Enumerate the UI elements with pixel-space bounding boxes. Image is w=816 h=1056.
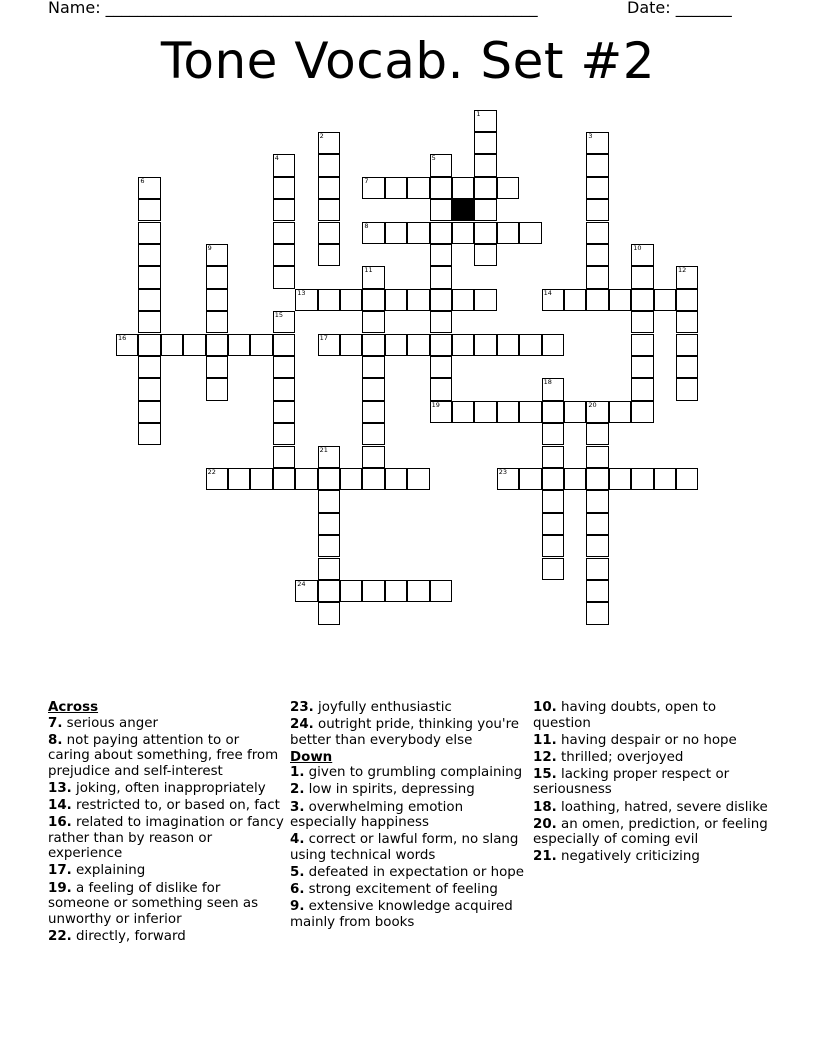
clue-item — [48, 781, 284, 797]
grid-cell[interactable] — [430, 154, 452, 176]
clue-text: defeated in expectation or hope — [308, 864, 525, 880]
grid-cell[interactable] — [542, 468, 564, 490]
grid-cell[interactable] — [250, 334, 272, 356]
grid-cell[interactable] — [362, 423, 384, 445]
grid-cell[interactable] — [407, 468, 429, 490]
grid-cell[interactable] — [676, 468, 698, 490]
clue-number-label: 2. — [290, 782, 305, 798]
grid-cell[interactable] — [362, 334, 384, 356]
grid-cell[interactable] — [340, 334, 362, 356]
grid-cell[interactable] — [138, 334, 160, 356]
grid-cell[interactable] — [586, 468, 608, 490]
grid-cell[interactable] — [609, 289, 631, 311]
clue-text: related to imagination or fancy rather than by reason or experience — [48, 815, 284, 862]
grid-cell[interactable] — [318, 468, 340, 490]
grid-cell[interactable] — [474, 289, 496, 311]
clue-number-label: 8. — [48, 732, 63, 748]
grid-cell[interactable] — [407, 177, 429, 199]
grid-cell[interactable] — [631, 356, 653, 378]
grid-cell[interactable] — [586, 222, 608, 244]
grid-cell[interactable] — [206, 468, 228, 490]
clue-number-label: 12. — [533, 749, 557, 765]
grid-cell[interactable] — [385, 177, 407, 199]
grid-cell[interactable] — [206, 289, 228, 311]
grid-cell[interactable] — [474, 132, 496, 154]
grid-cell[interactable] — [474, 199, 496, 221]
grid-cell[interactable] — [586, 199, 608, 221]
clue-number-label: 5. — [290, 864, 305, 880]
grid-cell[interactable] — [407, 580, 429, 602]
grid-cell[interactable] — [497, 177, 519, 199]
grid-cell[interactable] — [273, 334, 295, 356]
grid-cell[interactable] — [206, 311, 228, 333]
grid-cell[interactable] — [362, 378, 384, 400]
grid-cell[interactable] — [631, 289, 653, 311]
grid-cell[interactable] — [631, 334, 653, 356]
clue-text: lacking proper respect or seriousness — [533, 766, 730, 798]
clue-item — [533, 817, 769, 848]
grid-cell[interactable] — [676, 266, 698, 288]
grid-cell[interactable] — [542, 535, 564, 557]
clue-text: loathing, hatred, severe dislike — [561, 799, 768, 815]
clue-text: joking, often inappropriately — [76, 780, 266, 796]
clue-number: 4 — [274, 154, 279, 163]
clue-number-label: 3. — [290, 799, 305, 815]
grid-cell[interactable] — [273, 423, 295, 445]
clue-number-label: 14. — [48, 798, 72, 814]
clue-number: 16 — [118, 333, 127, 342]
grid-cell[interactable] — [586, 289, 608, 311]
grid-cell[interactable] — [586, 602, 608, 624]
grid-cell[interactable] — [138, 311, 160, 333]
clue-text: overwhelming emotion especially happiness — [290, 799, 464, 831]
grid-cell[interactable] — [318, 177, 340, 199]
clue-number-label: 16. — [48, 815, 72, 831]
grid-cell[interactable] — [138, 177, 160, 199]
clue-item — [48, 798, 284, 814]
grid-cell[interactable] — [362, 311, 384, 333]
clue-item — [48, 881, 284, 928]
grid-cell[interactable] — [676, 378, 698, 400]
grid-cell[interactable] — [318, 154, 340, 176]
grid-cell[interactable] — [430, 378, 452, 400]
grid-cell[interactable] — [497, 401, 519, 423]
clue-number: 3 — [588, 131, 593, 140]
grid-cell[interactable] — [318, 602, 340, 624]
clue-number: 23 — [498, 467, 508, 476]
clue-item — [533, 800, 769, 816]
date-field-label: Date: _______ — [627, 0, 732, 17]
clue-number-label: 11. — [533, 732, 557, 748]
grid-cell[interactable] — [318, 334, 340, 356]
grid-cell[interactable] — [295, 580, 317, 602]
clue-number: 21 — [319, 445, 328, 454]
clue-number-label: 4. — [290, 832, 305, 848]
page-title: Tone Vocab. Set #2 — [160, 32, 656, 90]
grid-cell[interactable] — [631, 244, 653, 266]
grid-cell[interactable] — [228, 334, 250, 356]
down-heading: Down — [290, 749, 333, 765]
grid-cell[interactable] — [497, 334, 519, 356]
clue-item — [290, 700, 526, 716]
grid-cell[interactable] — [586, 154, 608, 176]
grid-cell[interactable] — [273, 244, 295, 266]
clue-number: 22 — [207, 467, 216, 476]
clue-number: 19 — [431, 400, 440, 409]
grid-cell[interactable] — [631, 401, 653, 423]
grid-cell[interactable] — [631, 378, 653, 400]
clue-number-label: 22. — [48, 928, 72, 944]
clue-number-label: 23. — [290, 700, 314, 715]
clue-number-label: 1. — [290, 765, 305, 781]
clue-number-label: 6. — [290, 882, 305, 898]
grid-cell[interactable] — [452, 401, 474, 423]
grid-cell[interactable] — [430, 244, 452, 266]
grid-cell[interactable] — [542, 446, 564, 468]
grid-cell[interactable] — [273, 378, 295, 400]
clue-item — [533, 849, 769, 865]
grid-cell[interactable] — [586, 580, 608, 602]
clue-item — [290, 882, 526, 898]
grid-cell[interactable] — [318, 132, 340, 154]
grid-cell[interactable] — [273, 266, 295, 288]
clue-text: negatively criticizing — [561, 849, 700, 865]
clue-number: 10 — [633, 243, 642, 252]
grid-cell[interactable] — [273, 222, 295, 244]
clue-text: low in spirits, depressing — [308, 782, 475, 798]
grid-cell[interactable] — [206, 244, 228, 266]
clue-text: joyfully enthusiastic — [318, 700, 452, 715]
grid-cell[interactable] — [609, 468, 631, 490]
grid-cell[interactable] — [430, 334, 452, 356]
grid-cell[interactable] — [542, 378, 564, 400]
clue-text: correct or lawful form, no slang using technical words — [290, 832, 519, 863]
clue-number-label: 7. — [48, 715, 63, 731]
grid-cell[interactable] — [318, 513, 340, 535]
grid-cell[interactable] — [519, 334, 541, 356]
grid-cell[interactable] — [407, 222, 429, 244]
grid-cell[interactable] — [586, 177, 608, 199]
grid-cell[interactable] — [407, 334, 429, 356]
clue-number-label: 10. — [533, 700, 557, 715]
clue-item — [48, 863, 284, 879]
clue-number: 11 — [364, 266, 373, 275]
clue-item — [290, 832, 526, 863]
clue-text: not paying attention to or caring about something, free from prejudice and self-interest — [48, 732, 279, 779]
grid-cell[interactable] — [519, 222, 541, 244]
grid-cell[interactable] — [452, 289, 474, 311]
grid-cell[interactable] — [385, 222, 407, 244]
grid-cell[interactable] — [318, 446, 340, 468]
clue-text: strong excitement of feeling — [308, 882, 498, 898]
grid-cell[interactable] — [474, 222, 496, 244]
grid-cell[interactable] — [430, 177, 452, 199]
grid-cell[interactable] — [542, 289, 564, 311]
grid-cell[interactable] — [586, 490, 608, 512]
clue-text: extensive knowledge acquired mainly from books — [290, 899, 513, 930]
grid-cell[interactable] — [138, 356, 160, 378]
grid-cell[interactable] — [586, 401, 608, 423]
grid-cell[interactable] — [542, 401, 564, 423]
grid-cell[interactable] — [138, 401, 160, 423]
clue-item — [48, 716, 284, 732]
grid-cell[interactable] — [631, 266, 653, 288]
grid-cell[interactable] — [340, 289, 362, 311]
grid-cell[interactable] — [206, 266, 228, 288]
grid-cell[interactable] — [385, 334, 407, 356]
blocked-cell — [452, 199, 474, 221]
grid-cell[interactable] — [407, 289, 429, 311]
grid-cell[interactable] — [362, 266, 384, 288]
grid-cell[interactable] — [430, 266, 452, 288]
grid-cell[interactable] — [318, 490, 340, 512]
clue-number: 8 — [364, 221, 369, 230]
grid-cell[interactable] — [609, 401, 631, 423]
grid-cell[interactable] — [273, 468, 295, 490]
clue-number-label: 13. — [48, 780, 72, 796]
grid-cell[interactable] — [430, 311, 452, 333]
grid-cell[interactable] — [452, 334, 474, 356]
grid-cell[interactable] — [318, 535, 340, 557]
grid-cell[interactable] — [497, 468, 519, 490]
grid-cell[interactable] — [631, 311, 653, 333]
grid-cell[interactable] — [654, 468, 676, 490]
clue-number: 5 — [431, 154, 436, 163]
clue-text: an omen, prediction, or feeling especially of coming evil — [533, 816, 768, 848]
grid-cell[interactable] — [138, 378, 160, 400]
grid-cell[interactable] — [250, 468, 272, 490]
clues-column-1 — [48, 700, 284, 946]
grid-cell[interactable] — [586, 266, 608, 288]
clue-item — [48, 929, 284, 945]
grid-cell[interactable] — [542, 423, 564, 445]
grid-cell[interactable] — [385, 580, 407, 602]
clue-text: given to grumbling complaining — [308, 765, 523, 781]
clue-number: 6 — [140, 176, 145, 185]
grid-cell[interactable] — [273, 356, 295, 378]
grid-cell[interactable] — [631, 468, 653, 490]
grid-cell[interactable] — [430, 356, 452, 378]
grid-cell[interactable] — [497, 222, 519, 244]
clue-text: outright pride, thinking you're better than everybody else — [290, 717, 520, 748]
grid-cell[interactable] — [586, 535, 608, 557]
grid-cell[interactable] — [474, 244, 496, 266]
grid-cell[interactable] — [273, 177, 295, 199]
grid-cell[interactable] — [452, 222, 474, 244]
grid-cell[interactable] — [340, 468, 362, 490]
clue-number: 12 — [678, 266, 687, 275]
grid-cell[interactable] — [138, 244, 160, 266]
grid-cell[interactable] — [206, 356, 228, 378]
grid-cell[interactable] — [586, 446, 608, 468]
grid-cell[interactable] — [542, 558, 564, 580]
grid-cell[interactable] — [676, 334, 698, 356]
grid-cell[interactable] — [228, 468, 250, 490]
clues-column-3 — [533, 700, 769, 866]
clue-number-label: 17. — [48, 863, 72, 879]
grid-cell[interactable] — [138, 266, 160, 288]
grid-cell[interactable] — [206, 334, 228, 356]
clue-number: 18 — [543, 378, 552, 387]
clue-text: explaining — [76, 863, 146, 879]
grid-cell[interactable] — [362, 222, 384, 244]
grid-cell[interactable] — [430, 580, 452, 602]
grid-cell[interactable] — [474, 154, 496, 176]
clue-number: 20 — [588, 400, 597, 409]
clue-item — [290, 899, 526, 930]
grid-cell[interactable] — [519, 468, 541, 490]
grid-cell[interactable] — [564, 468, 586, 490]
grid-cell[interactable] — [138, 423, 160, 445]
grid-cell[interactable] — [318, 222, 340, 244]
grid-cell[interactable] — [474, 110, 496, 132]
grid-cell[interactable] — [586, 558, 608, 580]
grid-cell[interactable] — [295, 468, 317, 490]
grid-cell[interactable] — [362, 580, 384, 602]
clue-item — [290, 865, 526, 881]
clue-number-label: 19. — [48, 880, 72, 896]
clue-number-label: 15. — [533, 766, 557, 782]
grid-cell[interactable] — [362, 356, 384, 378]
grid-cell[interactable] — [586, 513, 608, 535]
grid-cell[interactable] — [676, 311, 698, 333]
clue-number: 24 — [297, 579, 306, 588]
clue-item — [290, 765, 526, 781]
grid-cell[interactable] — [183, 334, 205, 356]
clue-text: thrilled; overjoyed — [561, 749, 684, 765]
grid-cell[interactable] — [430, 401, 452, 423]
grid-cell[interactable] — [273, 446, 295, 468]
grid-cell[interactable] — [138, 222, 160, 244]
grid-cell[interactable] — [676, 289, 698, 311]
grid-cell[interactable] — [586, 244, 608, 266]
clue-item — [48, 815, 284, 862]
clue-number-label: 24. — [290, 717, 314, 733]
grid-cell[interactable] — [474, 401, 496, 423]
grid-cell[interactable] — [519, 401, 541, 423]
grid-cell[interactable] — [362, 446, 384, 468]
grid-cell[interactable] — [273, 401, 295, 423]
grid-cell[interactable] — [318, 199, 340, 221]
clue-number: 9 — [207, 243, 212, 252]
across-heading: Across — [48, 700, 99, 715]
grid-cell[interactable] — [385, 468, 407, 490]
grid-cell[interactable] — [318, 244, 340, 266]
grid-cell[interactable] — [206, 378, 228, 400]
grid-cell[interactable] — [116, 334, 138, 356]
clue-item — [533, 733, 769, 749]
grid-cell[interactable] — [362, 468, 384, 490]
grid-cell[interactable] — [273, 199, 295, 221]
grid-cell[interactable] — [430, 199, 452, 221]
clue-item — [533, 750, 769, 766]
grid-cell[interactable] — [430, 222, 452, 244]
clue-number-label: 18. — [533, 799, 557, 815]
grid-cell[interactable] — [474, 334, 496, 356]
clue-text: restricted to, or based on, fact — [76, 798, 280, 814]
clue-number: 7 — [364, 176, 369, 185]
clue-number: 15 — [274, 311, 284, 320]
grid-cell[interactable] — [340, 580, 362, 602]
grid-cell[interactable] — [362, 177, 384, 199]
grid-cell[interactable] — [564, 401, 586, 423]
name-field-label: Name: ______________________________________________________ — [48, 0, 538, 17]
grid-cell[interactable] — [273, 311, 295, 333]
clue-number: 2 — [319, 131, 324, 140]
grid-cell[interactable] — [295, 289, 317, 311]
grid-cell[interactable] — [676, 356, 698, 378]
grid-cell[interactable] — [542, 490, 564, 512]
clues-column-2 — [290, 700, 526, 932]
grid-cell[interactable] — [586, 132, 608, 154]
clue-text: a feeling of dislike for someone or something seen as unworthy or inferior — [48, 880, 259, 927]
grid-cell[interactable] — [564, 289, 586, 311]
grid-cell[interactable] — [430, 289, 452, 311]
grid-cell[interactable] — [138, 199, 160, 221]
clue-text: serious anger — [66, 715, 158, 731]
clue-item — [290, 717, 526, 748]
clue-item — [48, 733, 284, 780]
grid-cell[interactable] — [474, 177, 496, 199]
grid-cell[interactable] — [542, 513, 564, 535]
grid-cell[interactable] — [273, 154, 295, 176]
grid-cell[interactable] — [452, 177, 474, 199]
grid-cell[interactable] — [542, 334, 564, 356]
grid-cell[interactable] — [318, 289, 340, 311]
clue-number: 14 — [543, 288, 552, 297]
grid-cell[interactable] — [385, 289, 407, 311]
grid-cell[interactable] — [318, 580, 340, 602]
clue-text: having doubts, open to question — [533, 700, 717, 731]
clue-number-label: 9. — [290, 899, 305, 915]
grid-cell[interactable] — [138, 289, 160, 311]
clue-number-label: 20. — [533, 816, 557, 832]
grid-cell[interactable] — [318, 558, 340, 580]
clue-text: having despair or no hope — [561, 732, 737, 748]
clue-number: 1 — [476, 109, 481, 118]
clue-number: 17 — [319, 333, 328, 342]
grid-cell[interactable] — [586, 423, 608, 445]
grid-cell[interactable] — [161, 334, 183, 356]
clue-number: 13 — [297, 288, 306, 297]
grid-cell[interactable] — [362, 401, 384, 423]
clue-item — [533, 700, 769, 731]
grid-cell[interactable] — [362, 289, 384, 311]
clue-item — [533, 767, 769, 798]
clue-text: directly, forward — [76, 928, 186, 944]
clue-item — [290, 782, 526, 798]
clue-item — [290, 800, 526, 831]
grid-cell[interactable] — [654, 289, 676, 311]
clue-number-label: 21. — [533, 849, 557, 865]
